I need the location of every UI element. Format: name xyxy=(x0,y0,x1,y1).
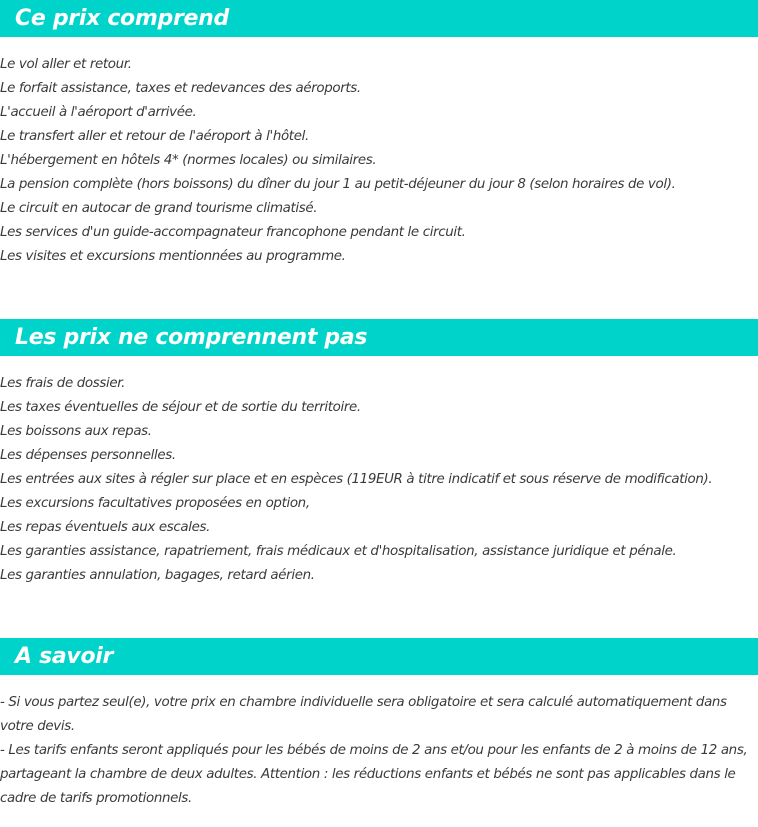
excluded-section xyxy=(0,319,758,583)
excluded-title: Les prix ne comprennent pas xyxy=(15,325,368,350)
excluded-item: Les excursions facultatives proposées en option, xyxy=(0,496,310,511)
excluded-item: Les entrées aux sites à régler sur place et en espèces (119EUR à titre indicatif et sous réserve de modification). xyxy=(0,472,713,487)
excluded-item: Les repas éventuels aux escales. xyxy=(0,520,211,535)
info-title: A savoir xyxy=(15,644,114,669)
excluded-list xyxy=(0,372,712,588)
included-item: Le vol aller et retour. xyxy=(0,57,132,72)
included-header xyxy=(0,0,758,37)
excluded-item: Les garanties annulation, bagages, retard aérien. xyxy=(0,568,315,583)
info-text xyxy=(0,691,758,811)
included-list xyxy=(0,53,676,269)
excluded-item: Les frais de dossier. xyxy=(0,376,126,391)
excluded-item: Les dépenses personnelles. xyxy=(0,448,176,463)
included-item: L'accueil à l'aéroport d'arrivée. xyxy=(0,105,197,120)
included-title: Ce prix comprend xyxy=(15,6,229,31)
info-section xyxy=(0,638,758,806)
excluded-item: Les taxes éventuelles de séjour et de sortie du territoire. xyxy=(0,400,361,415)
excluded-item: Les boissons aux repas. xyxy=(0,424,152,439)
included-item: L'hébergement en hôtels 4* (normes locales) ou similaires. xyxy=(0,153,377,168)
included-item: Les visites et excursions mentionnées au programme. xyxy=(0,249,346,264)
info-header xyxy=(0,638,758,675)
included-item: Le circuit en autocar de grand tourisme climatisé. xyxy=(0,201,318,216)
included-item: La pension complète (hors boissons) du dîner du jour 1 au petit-déjeuner du jour 8 (selon horaires de vol). xyxy=(0,177,676,192)
excluded-header xyxy=(0,319,758,356)
included-section xyxy=(0,0,758,264)
included-item: Le forfait assistance, taxes et redevances des aéroports. xyxy=(0,81,361,96)
included-item: Le transfert aller et retour de l'aéroport à l'hôtel. xyxy=(0,129,309,144)
excluded-item: Les garanties assistance, rapatriement, frais médicaux et d'hospitalisation, assistance juridique et pénale. xyxy=(0,544,677,559)
info-paragraph-single-traveller: - Si vous partez seul(e), votre prix en chambre individuelle sera obligatoire et sera calculé automatiquement dans votre devis. xyxy=(0,695,727,734)
info-paragraph-child-rates: - Les tarifs enfants seront appliqués pour les bébés de moins de 2 ans et/ou pour les enfants de 2 à moins de 12 ans, partageant la chambre de deux adultes. Attention : les réductions enfants et bébés ne sont pas applicables dans le cadre de tarifs promotionnels. xyxy=(0,743,748,806)
included-item: Les services d'un guide-accompagnateur francophone pendant le circuit. xyxy=(0,225,466,240)
